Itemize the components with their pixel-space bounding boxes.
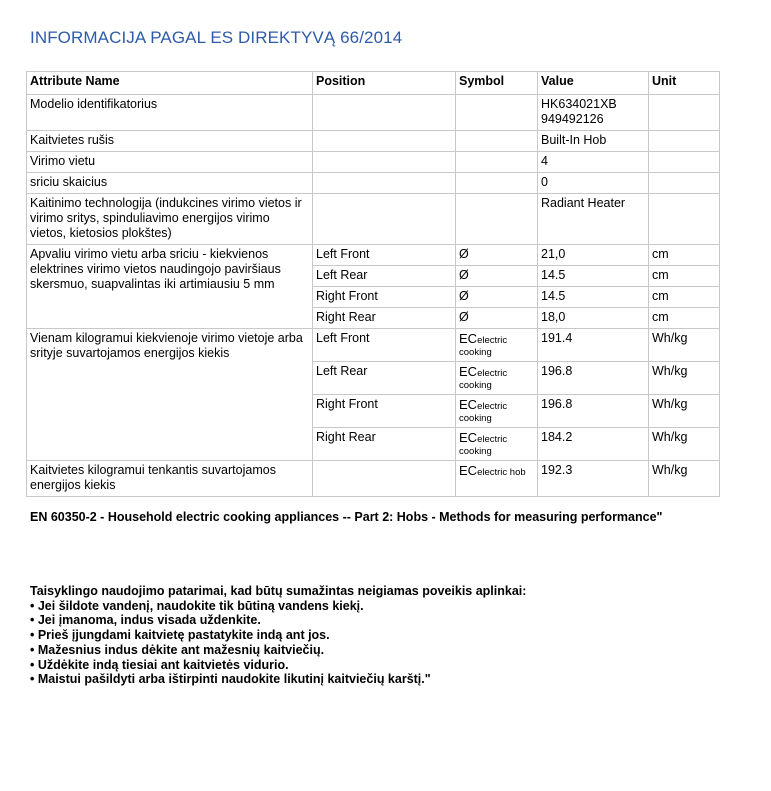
cell-position: Right Front xyxy=(313,395,456,428)
table-row-areas xyxy=(27,173,720,194)
symbol-sub: electric xyxy=(477,335,508,346)
cell-symbol xyxy=(456,395,538,428)
cell-attribute: Kaitvietes kilogramui tenkantis suvartojamos energijos kiekis xyxy=(27,461,313,497)
cell-value: 196.8 xyxy=(538,395,649,428)
cell-position: Left Rear xyxy=(313,362,456,395)
cell-symbol: Ø xyxy=(456,308,538,329)
header-unit: Unit xyxy=(649,72,720,95)
model-id: HK634021XB xyxy=(541,97,617,111)
header-position: Position xyxy=(313,72,456,95)
cell-unit: Wh/kg xyxy=(649,329,720,362)
cell-unit: Wh/kg xyxy=(649,428,720,461)
symbol-main: EC xyxy=(459,463,478,478)
cell-symbol: Ø xyxy=(456,287,538,308)
cell-attribute: Kaitinimo technologija (indukcines virimo vietos ir virimo sritys, spinduliavimo energijos virimo vietos, kietosios plokštes) xyxy=(27,194,313,245)
cell-symbol xyxy=(456,362,538,395)
standard-reference: EN 60350-2 - Household electric cooking appliances -- Part 2: Hobs - Methods for measuring performance" xyxy=(30,510,663,524)
cell-value: 192.3 xyxy=(538,461,649,497)
cell-attribute: Virimo vietu xyxy=(27,152,313,173)
cell-value: 196.8 xyxy=(538,362,649,395)
symbol-sub: electric xyxy=(477,368,508,379)
cell-position: Right Rear xyxy=(313,428,456,461)
symbol-sub: cooking xyxy=(459,380,492,391)
table-row-diameter xyxy=(27,245,720,266)
page-title: INFORMACIJA PAGAL ES DIREKTYVĄ 66/2014 xyxy=(30,28,403,47)
symbol-main: EC xyxy=(459,430,478,445)
eco-tips xyxy=(30,584,526,687)
cell-attribute: Kaitvietes rušis xyxy=(27,131,313,152)
cell-position: Right Front xyxy=(313,287,456,308)
cell-value: 21,0 xyxy=(538,245,649,266)
cell-symbol xyxy=(456,461,538,497)
cell-attribute: Modelio identifikatorius xyxy=(27,95,313,131)
symbol-sub: electric hob xyxy=(477,467,526,478)
product-number: 949492126 xyxy=(541,112,604,126)
header-attribute: Attribute Name xyxy=(27,72,313,95)
cell-position: Left Front xyxy=(313,329,456,362)
cell-attribute: Apvaliu virimo vietu arba sriciu - kiekvienos elektrines virimo vietos naudingojo paviršiaus skersmuo, suapvalintas iki artimiausiu 5 mm xyxy=(27,245,313,329)
symbol-main: EC xyxy=(459,364,478,379)
tips-heading: Taisyklingo naudojimo patarimai, kad būtų sumažintas neigiamas poveikis aplinkai: xyxy=(30,584,527,598)
cell-position: Left Front xyxy=(313,245,456,266)
cell-value: 0 xyxy=(538,173,649,194)
cell-symbol xyxy=(456,428,538,461)
cell-symbol: Ø xyxy=(456,266,538,287)
cell-symbol: Ø xyxy=(456,245,538,266)
cell-value: 191.4 xyxy=(538,329,649,362)
cell-symbol xyxy=(456,329,538,362)
list-item: • Jei įmanoma, indus visada uždenkite. xyxy=(30,613,261,628)
list-item: • Maistui pašildyti arba ištirpinti naudokite likutinį kaitviečių karštį." xyxy=(30,672,431,687)
cell-value: 18,0 xyxy=(538,308,649,329)
symbol-sub: cooking xyxy=(459,446,492,457)
cell-unit: cm xyxy=(649,266,720,287)
list-item: • Jei šildote vandenį, naudokite tik būtiną vandens kiekį. xyxy=(30,598,364,613)
cell-unit: Wh/kg xyxy=(649,362,720,395)
cell-unit: cm xyxy=(649,308,720,329)
cell-attribute: sriciu skaicius xyxy=(27,173,313,194)
symbol-main: EC xyxy=(459,331,478,346)
table-header-row xyxy=(27,72,720,95)
table-row-model xyxy=(27,95,720,131)
symbol-sub: electric xyxy=(477,401,508,412)
table-row-technology xyxy=(27,194,720,245)
list-item: • Mažesnius indus dėkite ant mažesnių kaitviečių. xyxy=(30,642,325,657)
cell-value: 184.2 xyxy=(538,428,649,461)
symbol-sub: cooking xyxy=(459,413,492,424)
cell-unit: cm xyxy=(649,287,720,308)
cell-value: 4 xyxy=(538,152,649,173)
symbol-sub: electric xyxy=(477,434,508,445)
cell-value: Built-In Hob xyxy=(538,131,649,152)
cell-attribute: Vienam kilogramui kiekvienoje virimo vietoje arba srityje suvartojamos energijos kiekis xyxy=(27,329,313,461)
table-row-hob-type xyxy=(27,131,720,152)
cell-unit: cm xyxy=(649,245,720,266)
list-item: • Prieš įjungdami kaitvietę pastatykite indą ant jos. xyxy=(30,628,330,643)
symbol-main: EC xyxy=(459,397,478,412)
cell-value xyxy=(538,95,649,131)
cell-value: Radiant Heater xyxy=(538,194,649,245)
table-row-energy-zone xyxy=(27,329,720,362)
table-row-zones xyxy=(27,152,720,173)
symbol-sub: cooking xyxy=(459,347,492,358)
cell-position: Right Rear xyxy=(313,308,456,329)
cell-position: Left Rear xyxy=(313,266,456,287)
cell-unit: Wh/kg xyxy=(649,461,720,497)
table-row-energy-hob xyxy=(27,461,720,497)
list-item: • Uždėkite indą tiesiai ant kaitvietės vidurio. xyxy=(30,657,289,672)
cell-value: 14.5 xyxy=(538,287,649,308)
header-symbol: Symbol xyxy=(456,72,538,95)
header-value: Value xyxy=(538,72,649,95)
cell-unit: Wh/kg xyxy=(649,395,720,428)
spec-table xyxy=(26,71,720,497)
cell-value: 14.5 xyxy=(538,266,649,287)
